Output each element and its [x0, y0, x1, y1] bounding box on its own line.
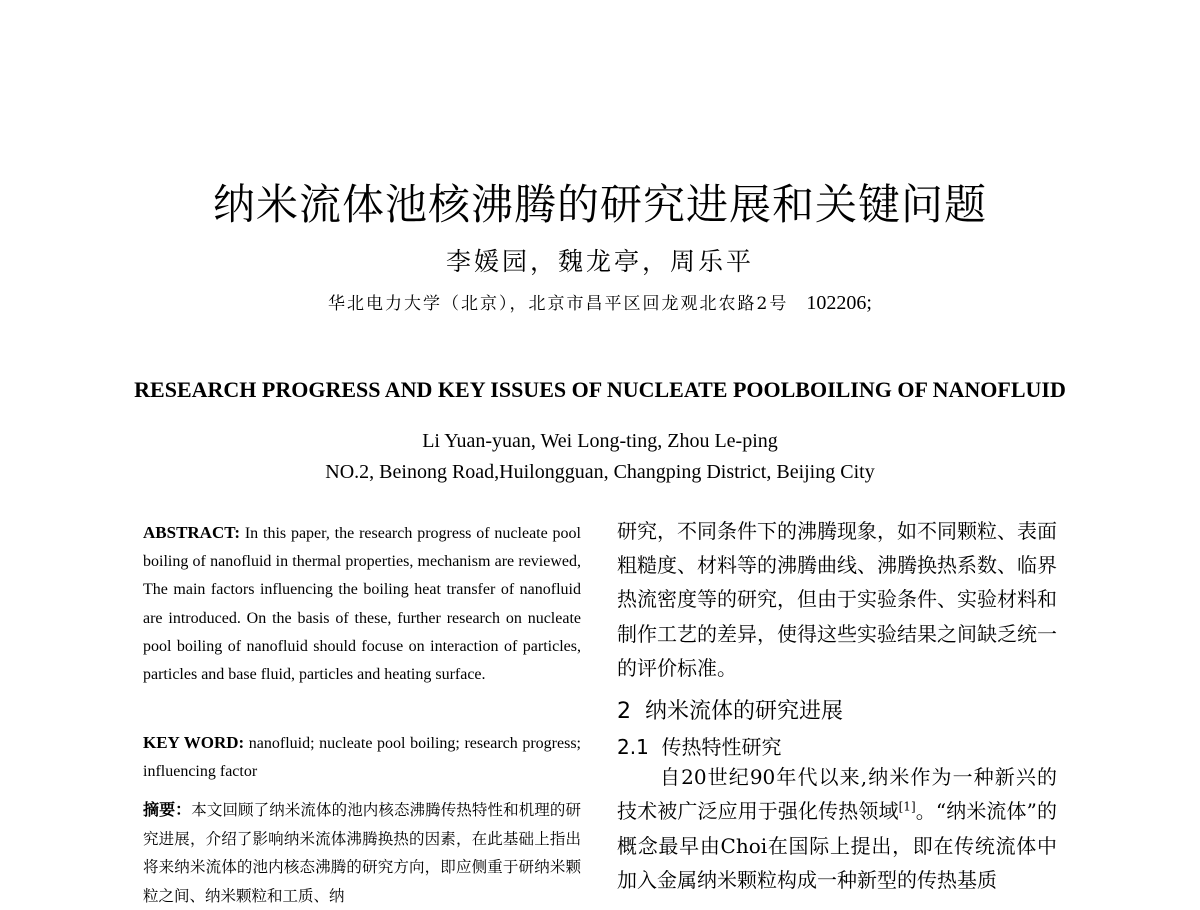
body-paragraph [617, 760, 1057, 897]
abstract-label: ABSTRACT: [143, 523, 240, 542]
keyword-label: KEY WORD: [143, 733, 245, 752]
keywords [143, 729, 581, 786]
citation-ref[interactable]: [1] [898, 799, 916, 814]
english-abstract [143, 519, 581, 689]
chinese-affiliation [0, 289, 1200, 315]
chinese-title: 纳米流体池核沸腾的研究进展和关键问题 [212, 180, 987, 229]
abstract-text: In this paper, the research progress of nucleate pool boiling of nanofluid in thermal properties, mechanism are reviewed, The main factors influencing the boiling heat transfer of nanofluid are introduced. On the basis of these, further research on nucleate pool boiling of nanofluid should focuse on interaction of particles, particles and base fluid, particles and heating surface. [143, 525, 581, 684]
english-affiliation: NO.2, Beinong Road,Huilongguan, Changping District, Beijing City [325, 461, 875, 483]
chinese-abstract [143, 796, 581, 910]
zh-abstract-text: 本文回顾了纳米流体的池内核态沸腾传热特性和机理的研究进展，介绍了影响纳米流体沸腾换热的因素，在此基础上指出将来纳米流体的池内核态沸腾的研究方向，即应侧重于研纳米颗粒之间、纳米颗粒和工质、纳 [143, 801, 581, 905]
postal-code: 102206; [806, 292, 872, 314]
paragraph-text: 自20世纪90年代以来,纳米作为一种新兴的技术被广泛应用于强化传热领域 [617, 765, 1057, 824]
affiliation-address: 华北电力大学（北京），北京市昌平区回龙观北农路2号 [328, 294, 789, 314]
paragraph-text: 。“纳米流体”的概念最早由Choi在国际上提出，即在传统流体中加入金属纳米颗粒构成一种新型的传热基质 [617, 799, 1058, 892]
english-authors: Li Yuan-yuan, Wei Long-ting, Zhou Le-ping [422, 430, 778, 452]
english-title: RESEARCH PROGRESS AND KEY ISSUES OF NUCLEATE POOLBOILING OF NANOFLUID [134, 377, 1066, 402]
zh-abstract-label: 摘要： [143, 800, 192, 819]
chinese-authors: 李媛园，魏龙亭，周乐平 [445, 247, 754, 276]
subsection-heading: 2.1 传热特性研究 [617, 735, 782, 759]
body-paragraph: 研究，不同条件下的沸腾现象，如不同颗粒、表面粗糙度、材料等的沸腾曲线、沸腾换热系数、临界热流密度等的研究，但由于实验条件、实验材料和制作工艺的差异，使得这些实验结果之间缺乏统一的评价标准。 [617, 519, 1057, 680]
keyword-text: nanofluid; nucleate pool boiling; research progress; influencing factor [143, 735, 581, 781]
section-heading: 2 纳米流体的研究进展 [617, 699, 843, 724]
